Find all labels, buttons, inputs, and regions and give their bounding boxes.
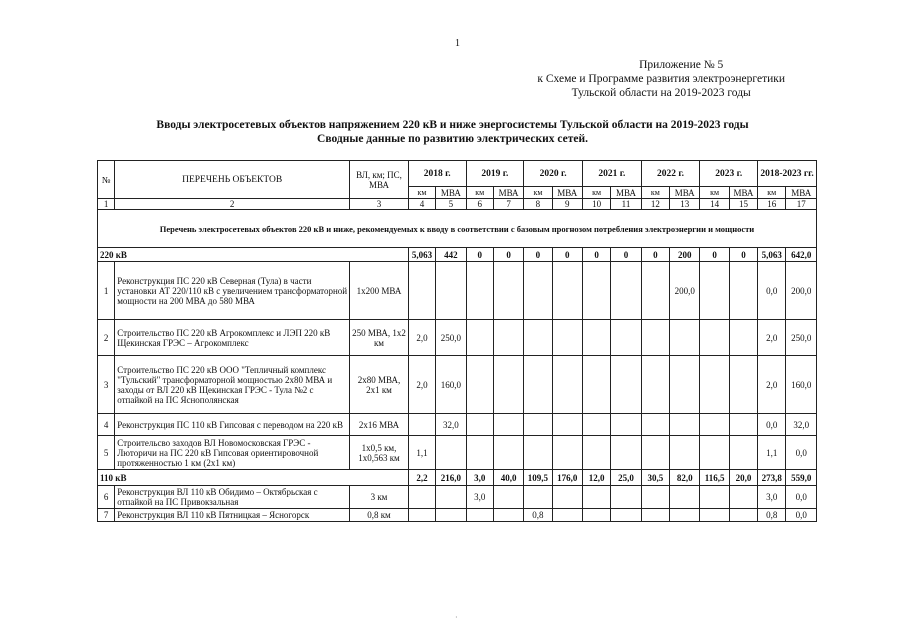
unit-km: км	[466, 187, 493, 199]
col-number: 8	[524, 199, 552, 210]
unit-mva: МВА	[670, 187, 700, 199]
col-number: 2	[115, 199, 350, 210]
group-value: 0	[493, 248, 523, 262]
group-value: 0	[611, 248, 641, 262]
cell-value	[729, 414, 757, 436]
group-value: 0	[524, 248, 552, 262]
table-row	[98, 414, 817, 436]
cell-value	[436, 509, 466, 522]
group-row-group_110	[98, 470, 817, 486]
cell-value	[700, 436, 729, 470]
group-value: 3,0	[466, 470, 493, 486]
col-number: 11	[611, 199, 641, 210]
group-value: 0	[729, 248, 757, 262]
cell-value	[641, 320, 669, 356]
cell-value: 2,0	[758, 320, 786, 356]
cell-value	[552, 414, 582, 436]
header-year-2018: 2018 г.	[408, 161, 466, 187]
cell-value	[670, 509, 700, 522]
title-line-1: Вводы электросетевых объектов напряжением 220 кВ и ниже энергосистемы Тульской области на 2019-2023 годы	[156, 119, 749, 131]
group-value: 30,5	[641, 470, 669, 486]
col-number: 10	[582, 199, 610, 210]
cell-value	[670, 486, 700, 509]
cell-value	[408, 414, 435, 436]
header-year-2021: 2021 г.	[582, 161, 641, 187]
group-value: 0	[552, 248, 582, 262]
row-number: 2	[98, 320, 115, 356]
cell-value: 160,0	[436, 356, 466, 414]
cell-value	[641, 486, 669, 509]
cell-value: 3,0	[758, 486, 786, 509]
cell-value	[436, 262, 466, 320]
row-number: 7	[98, 509, 115, 522]
header-year-2023: 2023 г.	[700, 161, 758, 187]
cell-value	[700, 486, 729, 509]
cell-value	[408, 262, 435, 320]
cell-value: 200,0	[786, 262, 817, 320]
cell-value	[700, 414, 729, 436]
object-name: Строительство ПС 220 кВ Агрокомплекс и ЛЭП 220 кВ Щекинская ГРЭС – Агрокомплекс	[115, 320, 350, 356]
cell-value	[408, 509, 435, 522]
unit-mva: МВА	[611, 187, 641, 199]
cell-value	[670, 356, 700, 414]
object-capacity: 3 км	[350, 486, 409, 509]
cell-value	[729, 262, 757, 320]
col-number: 6	[466, 199, 493, 210]
cell-value	[466, 356, 493, 414]
cell-value	[552, 486, 582, 509]
cell-value: 0,8	[758, 509, 786, 522]
cell-value	[582, 356, 610, 414]
cell-value	[552, 262, 582, 320]
objects-table	[97, 160, 817, 522]
cell-value	[729, 320, 757, 356]
group-value: 5,063	[758, 248, 786, 262]
appendix-line-1: Приложение № 5	[639, 59, 724, 71]
object-name: Реконструкция ВЛ 110 кВ Пятницкая – Ясногорск	[115, 509, 350, 522]
col-number: 17	[786, 199, 817, 210]
cell-value	[729, 486, 757, 509]
col-number: 9	[552, 199, 582, 210]
group-value: 0	[466, 248, 493, 262]
col-number: 7	[493, 199, 523, 210]
cell-value	[729, 356, 757, 414]
group-value: 40,0	[493, 470, 523, 486]
group-value: 273,8	[758, 470, 786, 486]
group-value: 442	[436, 248, 466, 262]
cell-value	[700, 262, 729, 320]
cell-value: 32,0	[436, 414, 466, 436]
cell-value	[641, 356, 669, 414]
cell-value	[493, 509, 523, 522]
group-value: 109,5	[524, 470, 552, 486]
cell-value	[552, 509, 582, 522]
col-number: 3	[350, 199, 409, 210]
document-title	[0, 118, 905, 146]
row-number: 4	[98, 414, 115, 436]
cell-value	[582, 320, 610, 356]
group-value: 116,5	[700, 470, 729, 486]
cell-value	[700, 509, 729, 522]
page-footer-mark: ·	[455, 613, 458, 622]
col-number: 14	[700, 199, 729, 210]
cell-value	[670, 320, 700, 356]
page-number: 1	[455, 38, 460, 49]
cell-value: 250,0	[786, 320, 817, 356]
table-row	[98, 356, 817, 414]
table-row	[98, 509, 817, 522]
cell-value	[611, 436, 641, 470]
cell-value	[611, 414, 641, 436]
unit-km: км	[582, 187, 610, 199]
cell-value: 0,0	[786, 436, 817, 470]
cell-value	[524, 486, 552, 509]
section-title-row	[98, 210, 817, 248]
unit-km: км	[524, 187, 552, 199]
cell-value: 0,0	[786, 509, 817, 522]
col-number: 16	[758, 199, 786, 210]
cell-value	[729, 436, 757, 470]
unit-km: км	[758, 187, 786, 199]
appendix-line-2: к Схеме и Программе развития электроэнергетики	[537, 73, 785, 85]
row-number: 5	[98, 436, 115, 470]
header-year-2022: 2022 г.	[641, 161, 700, 187]
cell-value	[670, 414, 700, 436]
object-capacity: 2x80 МВА, 2x1 км	[350, 356, 409, 414]
cell-value	[493, 356, 523, 414]
cell-value: 3,0	[466, 486, 493, 509]
group-value: 0	[641, 248, 669, 262]
group-value: 5,063	[408, 248, 435, 262]
cell-value	[466, 320, 493, 356]
unit-km: км	[408, 187, 435, 199]
group-label: 220 кВ	[98, 248, 409, 262]
cell-value	[611, 320, 641, 356]
header-year-2019: 2019 г.	[466, 161, 524, 187]
group-row-group_220	[98, 248, 817, 262]
group-value: 0	[582, 248, 610, 262]
row-number: 6	[98, 486, 115, 509]
cell-value	[611, 356, 641, 414]
group-value: 82,0	[670, 470, 700, 486]
col-number: 15	[729, 199, 757, 210]
cell-value	[611, 486, 641, 509]
cell-value: 0,8	[524, 509, 552, 522]
cell-value	[700, 356, 729, 414]
cell-value	[641, 414, 669, 436]
object-name: Реконструкция ВЛ 110 кВ Обидимо – Октябрьская с отпайкой на ПС Привокзальная	[115, 486, 350, 509]
cell-value: 32,0	[786, 414, 817, 436]
cell-value	[670, 436, 700, 470]
object-capacity: 1x0,5 км, 1x0,563 км	[350, 436, 409, 470]
object-name: Строительсво заходов ВЛ Новомосковская ГРЭС - Люторичи на ПС 220 кВ Гипсовая ориентировочной протяженностью 1 км (2х1 км)	[115, 436, 350, 470]
appendix-line-3: Тульской области на 2019-2023 годы	[571, 87, 751, 99]
unit-mva: МВА	[493, 187, 523, 199]
cell-value: 2,0	[758, 356, 786, 414]
cell-value: 0,0	[786, 486, 817, 509]
group-value: 176,0	[552, 470, 582, 486]
cell-value	[436, 486, 466, 509]
row-number: 1	[98, 262, 115, 320]
header-no: №	[98, 161, 115, 199]
cell-value	[493, 262, 523, 320]
col-number: 13	[670, 199, 700, 210]
title-line-2: Сводные данные по развитию электрических сетей.	[317, 133, 588, 145]
cell-value	[524, 262, 552, 320]
object-name: Реконструкция ПС 110 кВ Гипсовая с переводом на 220 кВ	[115, 414, 350, 436]
cell-value	[408, 486, 435, 509]
unit-mva: МВА	[786, 187, 817, 199]
cell-value: 0,0	[758, 262, 786, 320]
cell-value	[611, 262, 641, 320]
row-number: 3	[98, 356, 115, 414]
object-name: Строительство ПС 220 кВ ООО "Тепличный комплекс "Тульский" трансформаторной мощностью 2х80 МВА и заходы от ВЛ 220 кВ Щекинская ГРЭС - Тула №2 с отпайкой на ПС Яснополянская	[115, 356, 350, 414]
header-row-col-numbers	[98, 199, 817, 210]
group-label: 110 кВ	[98, 470, 409, 486]
header-year-total: 2018-2023 гг.	[758, 161, 817, 187]
cell-value	[524, 320, 552, 356]
cell-value	[493, 436, 523, 470]
table-row	[98, 320, 817, 356]
col-number: 5	[436, 199, 466, 210]
cell-value	[582, 414, 610, 436]
cell-value	[466, 262, 493, 320]
cell-value	[524, 414, 552, 436]
cell-value	[524, 436, 552, 470]
group-value: 200	[670, 248, 700, 262]
group-value: 559,0	[786, 470, 817, 486]
header-year-2020: 2020 г.	[524, 161, 583, 187]
unit-km: км	[641, 187, 669, 199]
header-objects: ПЕРЕЧЕНЬ ОБЪЕКТОВ	[115, 161, 350, 199]
cell-value: 2,0	[408, 356, 435, 414]
section-title: Перечень электросетевых объектов 220 кВ и ниже, рекомендуемых к вводу в соответствии с базовым прогнозом потребления электроэнергии и мощности	[98, 210, 817, 248]
cell-value: 250,0	[436, 320, 466, 356]
object-name: Реконструкция ПС 220 кВ Северная (Тула) в части установки АТ 220/110 кВ с увеличением трансформаторной мощности на 200 МВА до 580 МВА	[115, 262, 350, 320]
table-row	[98, 262, 817, 320]
cell-value	[436, 436, 466, 470]
table-row	[98, 486, 817, 509]
cell-value	[466, 509, 493, 522]
table-row	[98, 436, 817, 470]
cell-value	[582, 509, 610, 522]
cell-value	[582, 486, 610, 509]
cell-value	[700, 320, 729, 356]
cell-value	[552, 320, 582, 356]
unit-mva: МВА	[729, 187, 757, 199]
cell-value	[466, 414, 493, 436]
cell-value: 1,1	[758, 436, 786, 470]
cell-value: 2,0	[408, 320, 435, 356]
cell-value	[641, 436, 669, 470]
group-value: 12,0	[582, 470, 610, 486]
unit-mva: МВА	[436, 187, 466, 199]
cell-value: 200,0	[670, 262, 700, 320]
cell-value	[493, 486, 523, 509]
unit-km: км	[700, 187, 729, 199]
header-row-years	[98, 161, 817, 187]
group-value: 642,0	[786, 248, 817, 262]
cell-value	[552, 436, 582, 470]
group-value: 2,2	[408, 470, 435, 486]
cell-value	[582, 436, 610, 470]
group-value: 216,0	[436, 470, 466, 486]
unit-mva: МВА	[552, 187, 582, 199]
cell-value	[611, 509, 641, 522]
cell-value: 0,0	[758, 414, 786, 436]
object-capacity: 1x200 МВА	[350, 262, 409, 320]
cell-value	[641, 509, 669, 522]
col-number: 1	[98, 199, 115, 210]
group-value: 25,0	[611, 470, 641, 486]
col-number: 4	[408, 199, 435, 210]
cell-value	[729, 509, 757, 522]
cell-value	[582, 262, 610, 320]
object-capacity: 250 МВА, 1x2 км	[350, 320, 409, 356]
col-number: 12	[641, 199, 669, 210]
cell-value: 1,1	[408, 436, 435, 470]
cell-value	[524, 356, 552, 414]
cell-value	[493, 320, 523, 356]
cell-value	[493, 414, 523, 436]
cell-value	[641, 262, 669, 320]
group-value: 0	[700, 248, 729, 262]
header-vl: ВЛ, км; ПС, МВА	[350, 161, 409, 199]
cell-value	[466, 436, 493, 470]
appendix-header	[537, 58, 785, 100]
object-capacity: 0,8 км	[350, 509, 409, 522]
group-value: 20,0	[729, 470, 757, 486]
object-capacity: 2x16 МВА	[350, 414, 409, 436]
cell-value	[552, 356, 582, 414]
cell-value: 160,0	[786, 356, 817, 414]
